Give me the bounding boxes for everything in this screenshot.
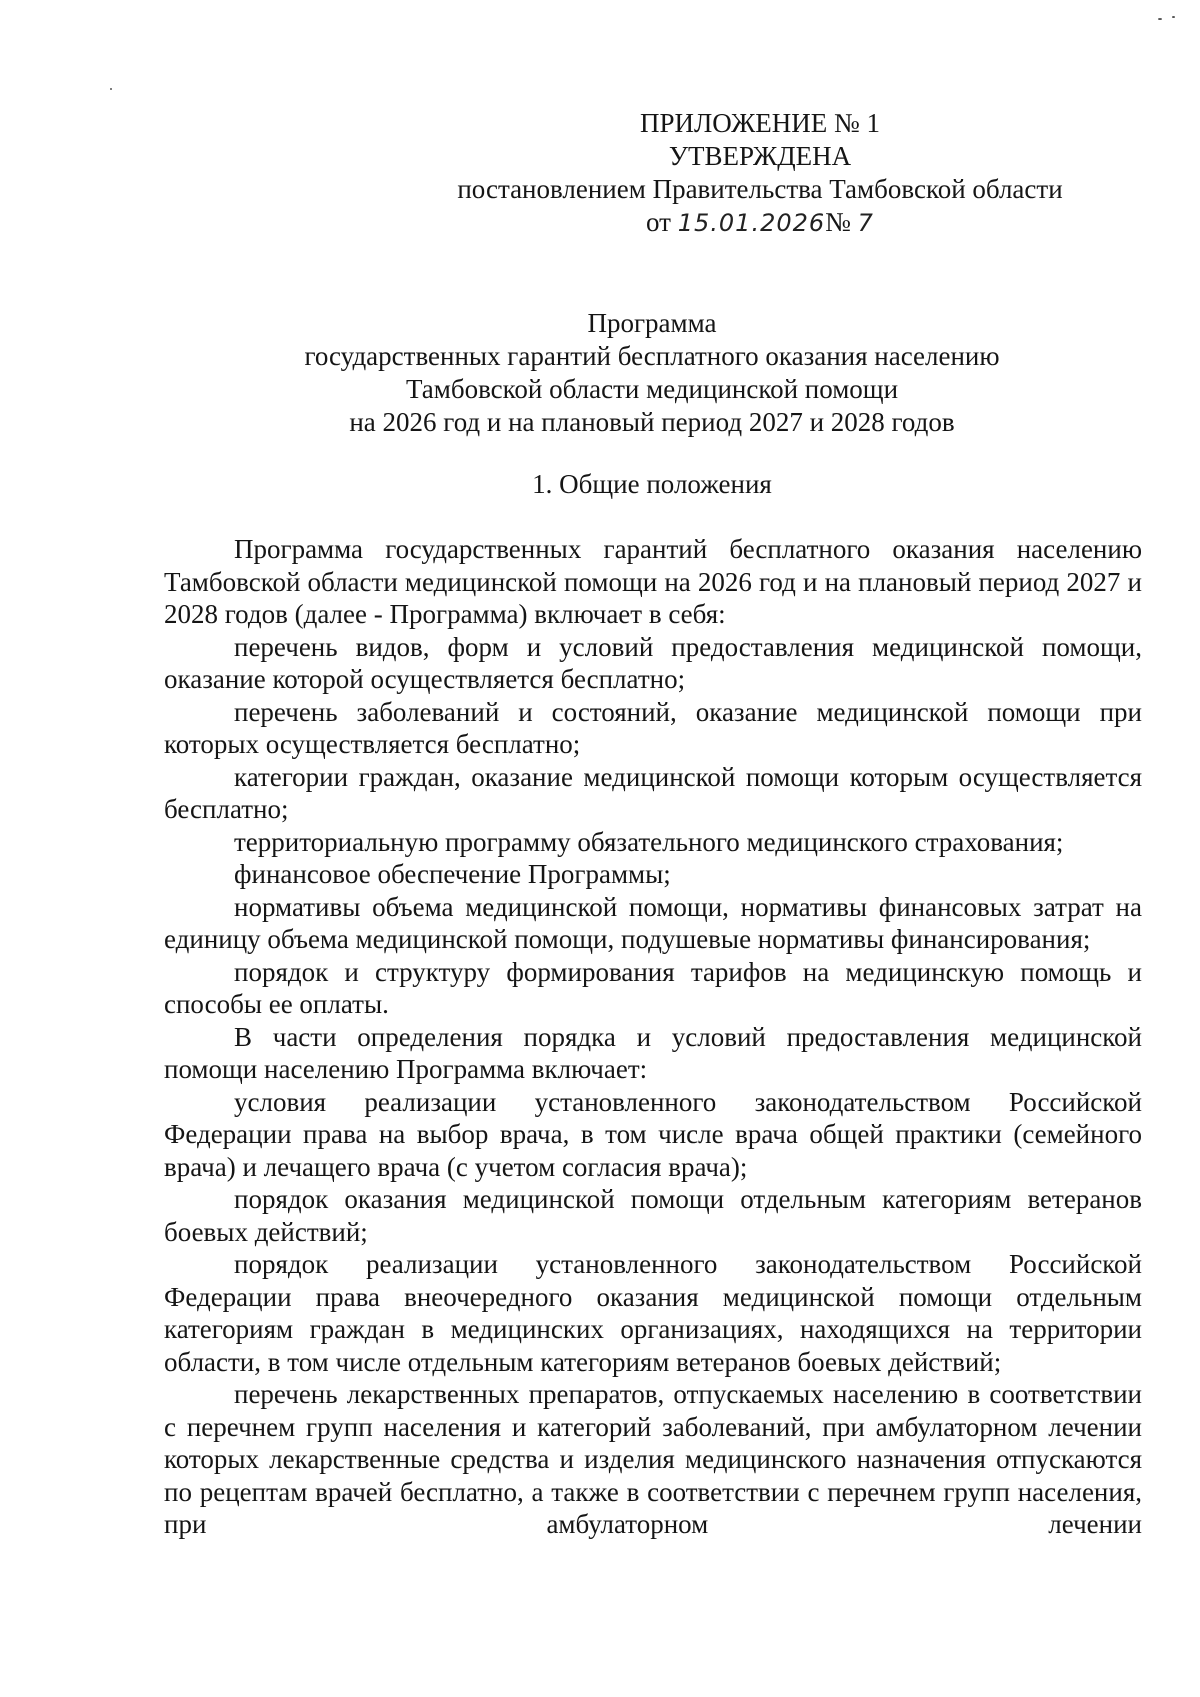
paragraph: условия реализации установленного законодательством Российской Федерации права на выбор врача, в том числе врача общей практики (семейного врача) и лечащего врача (с учетом согласия врача); bbox=[164, 1086, 1142, 1182]
paragraph: перечень лекарственных препаратов, отпускаемых населению в соответствии с перечнем групп населения и категорий заболеваний, при амбулаторном лечении которых лекарственные средства и изделия медицинского назначения отпускаются по рецептам врачей бесплатно, а также в соответствии с перечнем групп населения, при амбулаторном лечении bbox=[164, 1379, 1142, 1539]
scan-speck bbox=[110, 88, 112, 90]
paragraph: финансовое обеспечение Программы; bbox=[234, 859, 671, 889]
paragraph: Программа государственных гарантий бесплатного оказания населению Тамбовской области медицинской помощи на 2026 год и на плановый период 2027 и 2028 годов (далее - Программа) включает в себя: bbox=[164, 534, 1142, 629]
from-prefix: от bbox=[646, 207, 671, 237]
paragraph: порядок реализации установленного законодательством Российской Федерации права внеочередного оказания медицинской помощи отдельным категориям граждан в медицинских организациях, находящихся на территории области, в том числе отдельным категориям ветеранов боевых действий; bbox=[164, 1249, 1142, 1377]
paragraph: перечень заболеваний и состояний, оказание медицинской помощи при которых осуществляется бесплатно; bbox=[164, 696, 1142, 759]
paragraph: категории граждан, оказание медицинской помощи которым осуществляется бесплатно; bbox=[164, 761, 1142, 824]
section-heading: 1. Общие положения bbox=[532, 469, 772, 499]
approval-date-line bbox=[440, 206, 1080, 240]
document-title bbox=[160, 307, 1144, 439]
paragraph: порядок оказания медицинской помощи отдельным категориям ветеранов боевых действий; bbox=[164, 1184, 1142, 1247]
title-line-4: на 2026 год и на плановый период 2027 и 2028 годов bbox=[349, 407, 955, 437]
paragraph: порядок и структуру формирования тарифов на медицинскую помощь и способы ее оплаты. bbox=[164, 956, 1142, 1019]
approved-label: УТВЕРЖДЕНА bbox=[668, 141, 852, 171]
handwritten-date: 15.01.2026 bbox=[677, 209, 826, 237]
approved-by-text: постановлением Правительства Тамбовской области bbox=[457, 174, 1063, 204]
paragraph: В части определения порядка и условий предоставления медицинской помощи населению Программа включает: bbox=[164, 1021, 1142, 1084]
scan-speck bbox=[1172, 16, 1175, 18]
appendix-label: ПРИЛОЖЕНИЕ № 1 bbox=[639, 108, 881, 138]
paragraph: перечень видов, форм и условий предоставления медицинской помощи, оказание которой осуществляется бесплатно; bbox=[164, 631, 1142, 694]
title-line-2: государственных гарантий бесплатного оказания населению bbox=[304, 341, 1000, 371]
title-line-1: Программа bbox=[587, 308, 717, 338]
document-body bbox=[164, 533, 1142, 1541]
scan-speck bbox=[1158, 18, 1162, 20]
approval-stamp-block bbox=[440, 107, 1080, 240]
number-prefix: № bbox=[825, 207, 851, 237]
handwritten-number: 7 bbox=[857, 209, 874, 237]
title-line-3: Тамбовской области медицинской помощи bbox=[405, 374, 899, 404]
paragraph: нормативы объема медицинской помощи, нормативы финансовых затрат на единицу объема медицинской помощи, подушевые нормативы финансирования; bbox=[164, 891, 1142, 954]
paragraph: территориальную программу обязательного медицинского страхования; bbox=[234, 826, 1064, 857]
